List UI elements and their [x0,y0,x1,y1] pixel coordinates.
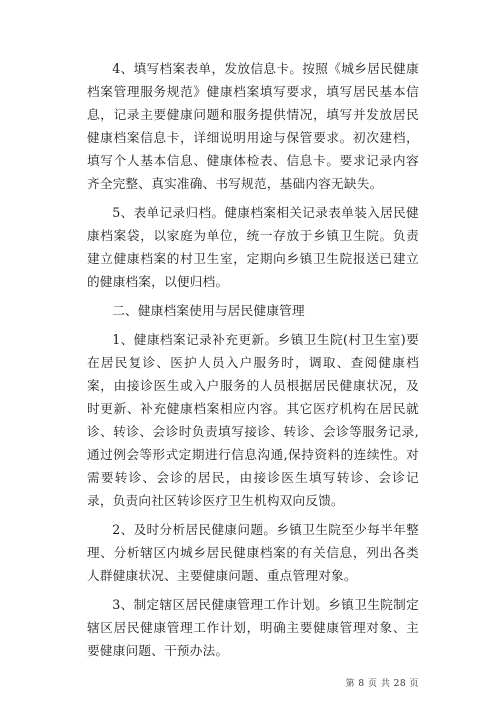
section-heading-usage: 二、健康档案使用与居民健康管理 [112,303,305,318]
paragraph-archive-records: 5、表单记录归档。健康档案相关记录表单装入居民健康档案袋，以家庭为单位，统一存放于乡镇卫生院。负责建立健康档案的村卫生室，定期向乡镇卫生院报送已建立的健康档案，以便归档。 [87,205,419,289]
document-body [87,57,419,668]
paragraph-fill-forms: 4、填写档案表单，发放信息卡。按照《城乡居民健康档案管理服务规范》健康档案填写要求，填写居民基本信息，记录主要健康问题和服务提供情况，填写并发放居民健康档案信息卡，详细说明用途与保管要求。初次建档，填写个人基本信息、健康体检表、信息卡。要求记录内容齐全完整、真实准确、书写规范，基础内容无缺失。 [87,61,419,191]
paragraph-update-records: 1、健康档案记录补充更新。乡镇卫生院(村卫生室)要在居民复诊、医护人员入户服务时，调取、查阅健康档案，由接诊医生或入户服务的人员根据居民健康状况，及时更新、补充健康档案相应内容。其它医疗机构在居民就诊、转诊、会诊时负责填写接诊、转诊、会诊等服务记录,通过例会等形式定期进行信息沟通,保持资料的连续性。对需要转诊、会诊的居民，由接诊医生填写转诊、会诊记录，负责向社区转诊医疗卫生机构双向反馈。 [87,332,419,508]
page-number: 第 8 页 共 28 页 [345,679,419,689]
paragraph-analyze-problems: 2、及时分析居民健康问题。乡镇卫生院至少每半年整理、分析辖区内城乡居民健康档案的有关信息，列出各类人群健康状况、主要健康问题、重点管理对象。 [87,522,419,583]
paragraph-management-plan: 3、制定辖区居民健康管理工作计划。乡镇卫生院制定辖区居民健康管理工作计划，明确主要健康管理对象、主要健康问题、干预办法。 [87,597,419,658]
